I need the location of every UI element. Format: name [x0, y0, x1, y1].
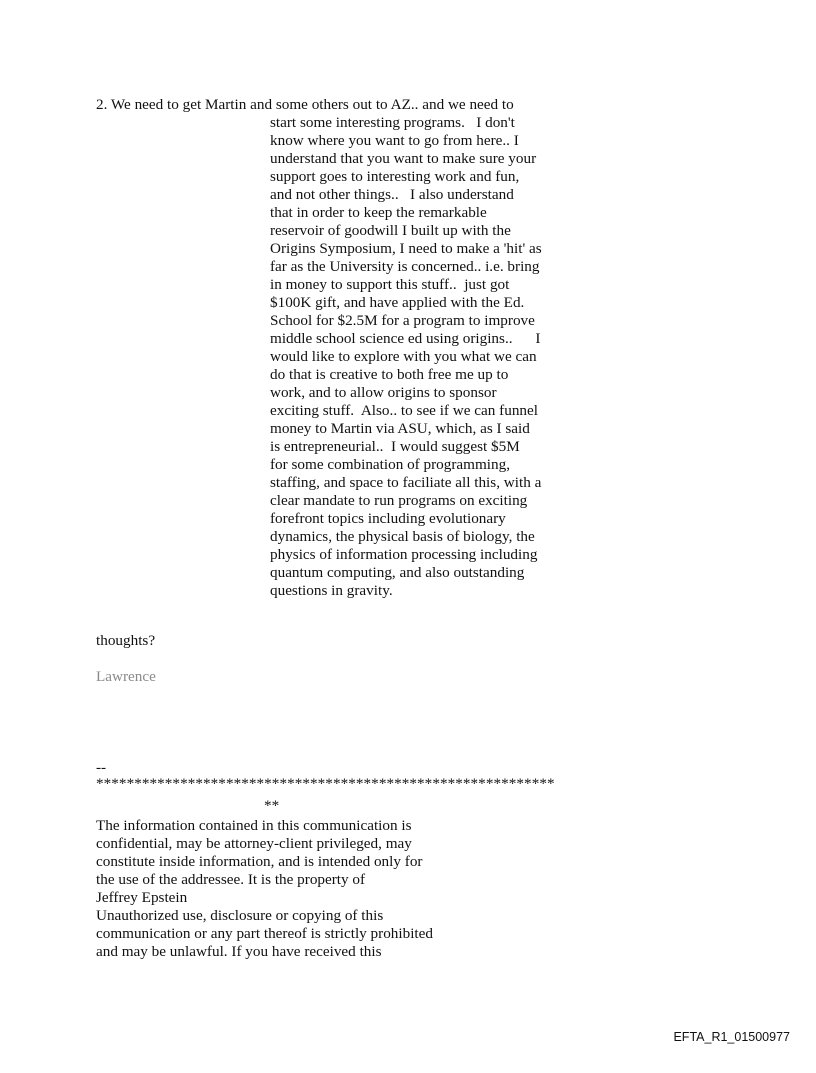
item-body-line: Origins Symposium, I need to make a 'hit' as — [270, 240, 542, 257]
asterisk-divider: ************************************************************ — [96, 775, 555, 792]
disclaimer-line: and may be unlawful. If you have received this — [96, 943, 382, 960]
asterisk-divider-continuation: ** — [264, 797, 280, 814]
item-body-line: money to Martin via ASU, which, as I said — [270, 420, 530, 437]
disclaimer-line: communication or any part thereof is strictly prohibited — [96, 925, 433, 942]
item-body-line: start some interesting programs. I don't — [270, 114, 515, 131]
item-body-line: dynamics, the physical basis of biology, the — [270, 528, 535, 545]
item-body-line: $100K gift, and have applied with the Ed. — [270, 294, 525, 311]
item-body-line: School for $2.5M for a program to improve — [270, 312, 535, 329]
item-body-line: in money to support this stuff.. just got — [270, 276, 510, 293]
item-body-line: exciting stuff. Also.. to see if we can funnel — [270, 402, 538, 419]
item-body-line: work, and to allow origins to sponsor — [270, 384, 497, 401]
disclaimer-line: Unauthorized use, disclosure or copying of this — [96, 907, 384, 924]
item-body-line: know where you want to go from here.. I — [270, 132, 519, 149]
disclaimer-line: the use of the addressee. It is the property of — [96, 871, 366, 888]
item-body-line: would like to explore with you what we can — [270, 348, 537, 365]
item-body-line: for some combination of programming, — [270, 456, 510, 473]
item-body-line: clear mandate to run programs on exciting — [270, 492, 528, 509]
item-body-line: forefront topics including evolutionary — [270, 510, 506, 527]
disclaimer-line: confidential, may be attorney-client privileged, may — [96, 835, 412, 852]
item-body-line: staffing, and space to faciliate all this, with a — [270, 474, 542, 491]
item-body-line: support goes to interesting work and fun, — [270, 168, 520, 185]
closing-question: thoughts? — [96, 632, 156, 649]
item-body-line: is entrepreneurial.. I would suggest $5M — [270, 438, 520, 455]
item-body-line: physics of information processing including — [270, 546, 538, 563]
item-2-first-line: 2. We need to get Martin and some others out to AZ.. and we need to — [96, 96, 514, 113]
disclaimer-line: Jeffrey Epstein — [96, 889, 188, 906]
signature-name: Lawrence — [96, 668, 156, 685]
item-body-line: questions in gravity. — [270, 582, 393, 599]
item-body-line: understand that you want to make sure your — [270, 150, 537, 167]
item-body-line: do that is creative to both free me up to — [270, 366, 509, 383]
item-body-line: quantum computing, and also outstanding — [270, 564, 525, 581]
document-id-stamp: EFTA_R1_01500977 — [673, 1030, 790, 1044]
signature-separator: -- — [96, 759, 107, 776]
item-body-line: reservoir of goodwill I built up with the — [270, 222, 511, 239]
item-body-line: far as the University is concerned.. i.e. bring — [270, 258, 540, 275]
item-body-line: that in order to keep the remarkable — [270, 204, 487, 221]
item-body-line: and not other things.. I also understand — [270, 186, 514, 203]
item-body-line: middle school science ed using origins.. I — [270, 330, 541, 347]
disclaimer-line: The information contained in this communication is — [96, 817, 412, 834]
disclaimer-line: constitute inside information, and is intended only for — [96, 853, 423, 870]
